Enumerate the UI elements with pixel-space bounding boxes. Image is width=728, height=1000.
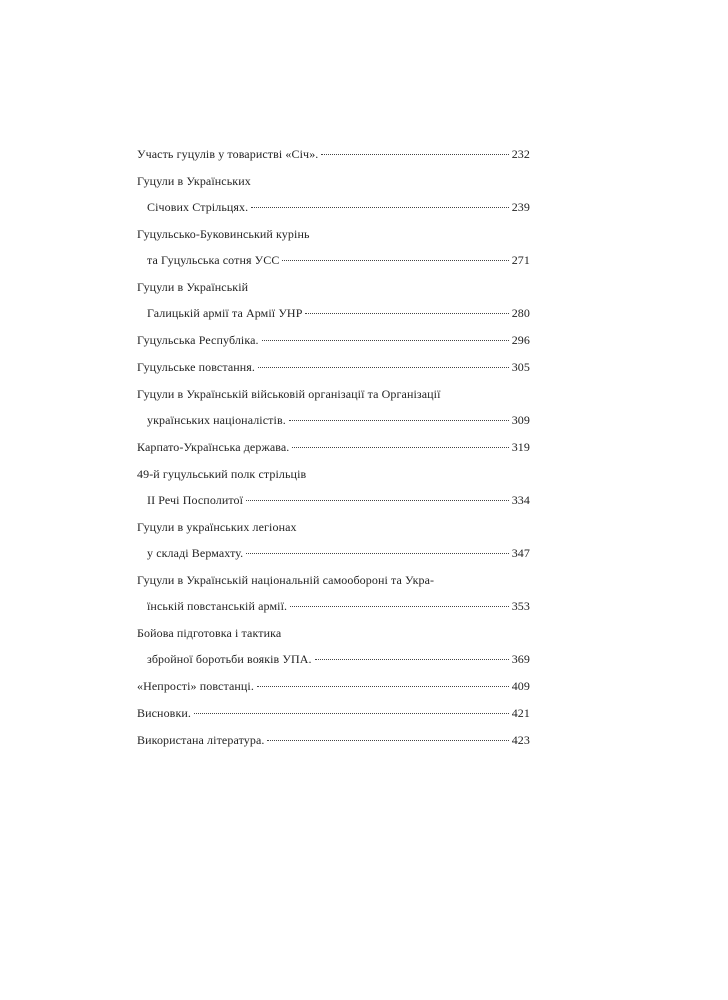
toc-page-number: 421 xyxy=(511,706,530,720)
toc-entry-line xyxy=(137,359,530,376)
dot-leader xyxy=(282,260,508,261)
toc-entry xyxy=(137,519,530,562)
toc-entry-title: Гуцули в Українській національній самообороні та Укра- xyxy=(137,573,435,587)
toc-entry-line xyxy=(137,279,530,296)
toc-entry-line xyxy=(137,305,530,322)
dot-leader xyxy=(305,313,508,314)
toc-entry-line xyxy=(137,572,530,589)
dot-leader xyxy=(246,500,509,501)
toc-entry-line xyxy=(137,332,530,349)
toc-page-number: 280 xyxy=(511,306,530,320)
toc-entry xyxy=(137,705,530,722)
toc-entry-title: Участь гуцулів у товаристві «Січ». xyxy=(137,147,319,161)
toc-entry xyxy=(137,439,530,456)
toc-page-number: 296 xyxy=(511,333,530,347)
toc-page-number: 409 xyxy=(511,679,530,693)
toc-entry-title-continuation: їнській повстанській армії. xyxy=(147,599,288,613)
toc-entry-line xyxy=(137,199,530,216)
dot-leader xyxy=(321,154,508,155)
toc-page-number: 369 xyxy=(511,652,530,666)
toc-entry xyxy=(137,146,530,163)
toc-entry-title: Гуцули в Українській військовій організації та Організації xyxy=(137,387,441,401)
toc-page-number: 353 xyxy=(511,599,530,613)
toc-entry-title: Гуцульське повстання. xyxy=(137,360,256,374)
toc-entry-line xyxy=(137,439,530,456)
toc-entry-line xyxy=(137,412,530,429)
toc-entry xyxy=(137,173,530,216)
toc-entry-line xyxy=(137,651,530,668)
table-of-contents xyxy=(137,146,530,759)
toc-entry xyxy=(137,572,530,615)
toc-entry-line xyxy=(137,466,530,483)
dot-leader xyxy=(257,686,509,687)
toc-entry-title-continuation: у складі Вермахту. xyxy=(147,546,244,560)
dot-leader xyxy=(290,606,509,607)
toc-entry-title: 49-й гуцульський полк стрільців xyxy=(137,467,307,481)
toc-entry-line xyxy=(137,519,530,536)
toc-entry-line xyxy=(137,625,530,642)
toc-page-number: 347 xyxy=(511,546,530,560)
dot-leader xyxy=(251,207,508,208)
toc-entry xyxy=(137,625,530,668)
toc-entry-line xyxy=(137,173,530,190)
toc-entry-title-continuation: Галицькій армії та Армії УНР xyxy=(147,306,303,320)
toc-page-number: 423 xyxy=(511,733,530,747)
toc-entry-title-continuation: Січових Стрільцях. xyxy=(147,200,249,214)
toc-entry-line xyxy=(137,146,530,163)
toc-entry xyxy=(137,226,530,269)
dot-leader xyxy=(315,659,509,660)
toc-entry-title-continuation: та Гуцульська сотня УСС xyxy=(147,253,280,267)
dot-leader xyxy=(246,553,508,554)
toc-entry-title: Використана література. xyxy=(137,733,265,747)
toc-entry xyxy=(137,332,530,349)
toc-entry xyxy=(137,466,530,509)
toc-entry-title: Гуцули в українських легіонах xyxy=(137,520,297,534)
dot-leader xyxy=(258,367,509,368)
toc-entry-line xyxy=(137,678,530,695)
dot-leader xyxy=(292,447,508,448)
toc-entry-line xyxy=(137,386,530,403)
toc-entry-line xyxy=(137,492,530,509)
toc-entry-title: Гуцульська Республіка. xyxy=(137,333,259,347)
toc-entry xyxy=(137,678,530,695)
toc-page-number: 309 xyxy=(511,413,530,427)
toc-entry-line xyxy=(137,598,530,615)
toc-entry-title: Гуцули в Українських xyxy=(137,174,251,188)
dot-leader xyxy=(267,740,508,741)
toc-entry xyxy=(137,359,530,376)
toc-entry xyxy=(137,732,530,749)
toc-page-number: 334 xyxy=(511,493,530,507)
toc-entry-title: Карпато-Українська держава. xyxy=(137,440,290,454)
toc-entry-title-continuation: збройної боротьби вояків УПА. xyxy=(147,652,312,666)
dot-leader xyxy=(289,420,509,421)
toc-entry-title: Гуцули в Українській xyxy=(137,280,249,294)
toc-page-number: 232 xyxy=(511,147,530,161)
toc-entry-line xyxy=(137,705,530,722)
toc-entry-title: Бойова підготовка і тактика xyxy=(137,626,282,640)
toc-entry xyxy=(137,279,530,322)
toc-entry xyxy=(137,386,530,429)
toc-entry-line xyxy=(137,252,530,269)
dot-leader xyxy=(262,340,509,341)
toc-page-number: 319 xyxy=(511,440,530,454)
toc-page-number: 239 xyxy=(511,200,530,214)
toc-entry-line xyxy=(137,545,530,562)
toc-entry-line xyxy=(137,226,530,243)
toc-entry-line xyxy=(137,732,530,749)
toc-entry-title: «Непрості» повстанці. xyxy=(137,679,254,693)
toc-entry-title-continuation: ІІ Речі Посполитої xyxy=(147,493,244,507)
toc-page-number: 305 xyxy=(511,360,530,374)
toc-entry-title: Гуцульсько-Буковинський курінь xyxy=(137,227,310,241)
toc-entry-title-continuation: українських націоналістів. xyxy=(147,413,286,427)
toc-page-number: 271 xyxy=(511,253,530,267)
dot-leader xyxy=(194,713,509,714)
toc-entry-title: Висновки. xyxy=(137,706,191,720)
